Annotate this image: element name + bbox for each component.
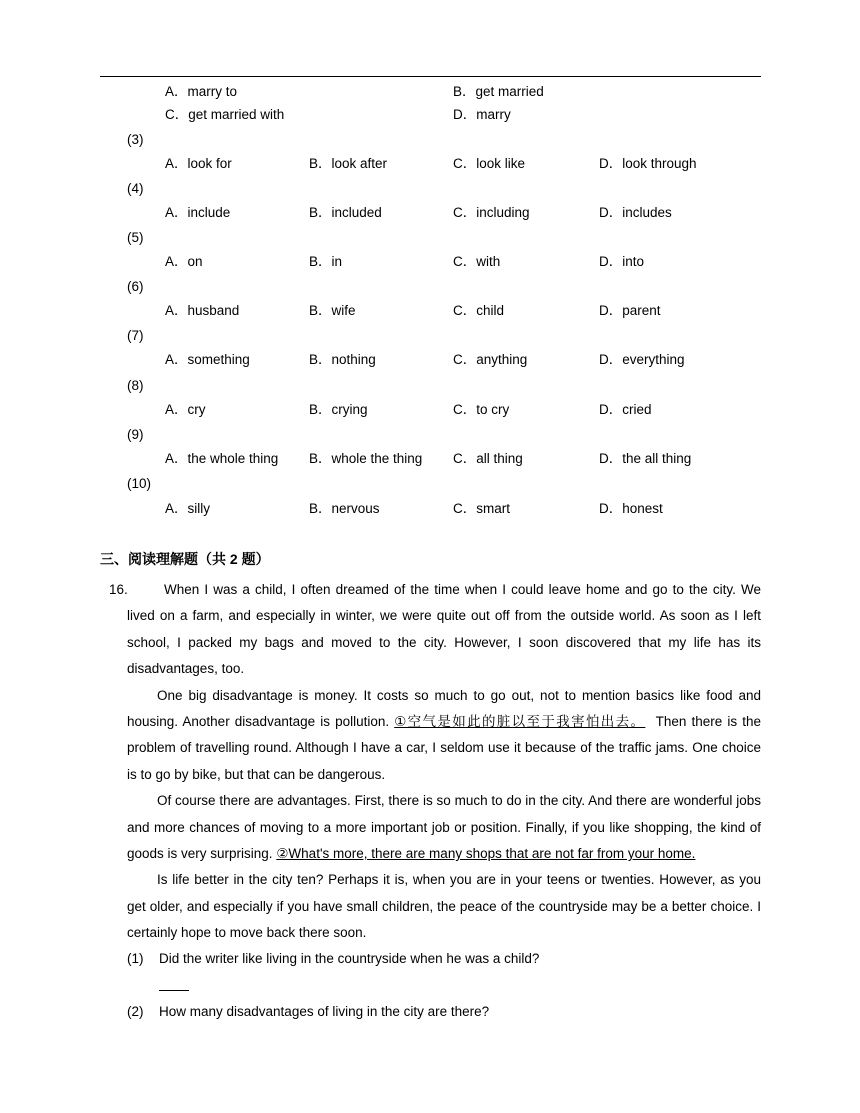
- question-number: (6): [127, 279, 144, 294]
- option-d: D．look through: [599, 156, 697, 171]
- question-number: (4): [127, 181, 144, 196]
- option-d: D．into: [599, 254, 645, 269]
- subquestion-1-number: (1): [127, 951, 144, 966]
- option-c: C．including: [453, 205, 530, 220]
- option-b: B．look after: [309, 156, 388, 171]
- q2-option-c: C．get married with: [165, 107, 285, 122]
- option-b: B．nothing: [309, 352, 376, 367]
- question-number: (8): [127, 378, 144, 393]
- option-b: B．wife: [309, 303, 356, 318]
- option-a: A．the whole thing: [165, 451, 279, 466]
- option-a: A．on: [165, 254, 203, 269]
- option-d: D．includes: [599, 205, 672, 220]
- q2-option-a: A．marry to: [165, 84, 238, 99]
- reading-passage: [127, 577, 761, 947]
- option-c: C．to cry: [453, 402, 510, 417]
- paragraph-4: Is life better in the city ten? Perhaps it is, when you are in your teens or twenties. However, as you get older, and especially if you have small children, the peace of the countryside may be a better choice. I certainly hope to move back there soon.: [127, 872, 761, 941]
- option-c: C．all thing: [453, 451, 523, 466]
- paragraph-3: Of course there are advantages. First, there is so much to do in the city. And there are wonderful jobs and more chances of moving to a more important job or position. Finally, if you like shopping, the kind of goods is very surprising. ②What's more, there are many shops that are not far from your home.: [127, 793, 761, 862]
- option-c: C．with: [453, 254, 501, 269]
- option-b: B．crying: [309, 402, 368, 417]
- option-a: A．include: [165, 205, 231, 220]
- question-number: (5): [127, 230, 144, 245]
- option-d: D．parent: [599, 303, 661, 318]
- option-c: C．look like: [453, 156, 526, 171]
- option-b: B．nervous: [309, 501, 380, 516]
- underlined-sentence-1: ①空气是如此的脏以至于我害怕出去。: [394, 714, 646, 730]
- question-number: (7): [127, 328, 144, 343]
- section-title: 三、阅读理解题（共 2 题）: [100, 551, 270, 567]
- option-d: D．everything: [599, 352, 685, 367]
- underlined-sentence-2: ②What's more, there are many shops that are not far from your home.: [276, 846, 696, 862]
- option-a: A．something: [165, 352, 250, 367]
- paragraph-1: When I was a child, I often dreamed of the time when I could leave home and go to the city. We lived on a farm, and especially in winter, we were quite out off from the outside world. As soon as I left school, I packed my bags and moved to the city. However, I soon discovered that my life has its disadvantages, too.: [127, 582, 761, 677]
- question-number-16: 16.: [109, 582, 128, 597]
- option-c: C．child: [453, 303, 505, 318]
- subquestion-2-number: (2): [127, 1004, 144, 1019]
- option-d: D．honest: [599, 501, 663, 516]
- header-rule: [100, 76, 761, 77]
- answer-blank[interactable]: [159, 990, 189, 991]
- option-b: B．in: [309, 254, 343, 269]
- option-c: C．anything: [453, 352, 528, 367]
- option-a: A．look for: [165, 156, 232, 171]
- option-a: A．cry: [165, 402, 206, 417]
- question-number: (10): [127, 476, 152, 491]
- question-number: (3): [127, 132, 144, 147]
- option-c: C．smart: [453, 501, 510, 516]
- subquestion-1-text: Did the writer like living in the countryside when he was a child?: [159, 951, 540, 966]
- option-b: B．whole the thing: [309, 451, 423, 466]
- subquestion-2-text: How many disadvantages of living in the city are there?: [159, 1004, 490, 1019]
- paragraph-2: One big disadvantage is money. It costs so much to go out, not to mention basics like food and housing. Another disadvantage is pollution. ①空气是如此的脏以至于我害怕出去。 Then there is the problem of travelling round. Although I have a car, I seldom use it because of the traffic jams. One choice is to go by bike, but that can be dangerous.: [127, 687, 761, 782]
- option-d: D．cried: [599, 402, 652, 417]
- option-a: A．husband: [165, 303, 240, 318]
- option-d: D．the all thing: [599, 451, 692, 466]
- option-a: A．silly: [165, 501, 211, 516]
- question-number: (9): [127, 427, 144, 442]
- q2-option-b: B．get married: [453, 84, 544, 99]
- q2-option-d: D．marry: [453, 107, 511, 122]
- option-b: B．included: [309, 205, 382, 220]
